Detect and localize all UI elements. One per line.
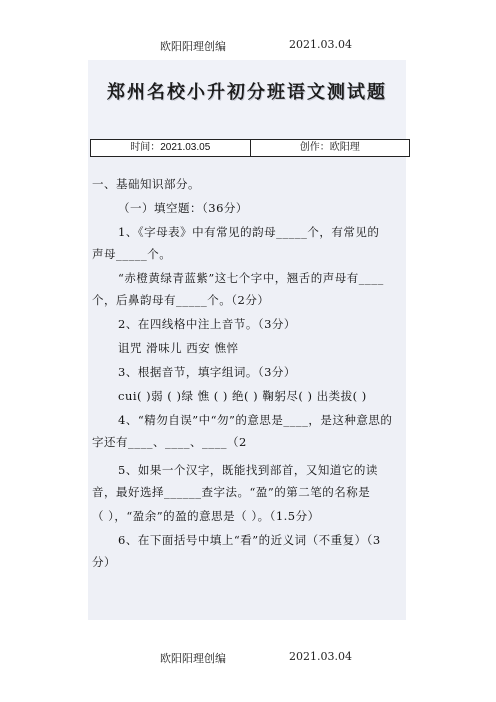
question-line: 2、在四线格中注上音节。（3分） — [118, 317, 296, 331]
question-line: （ ），“盈余”的盈的意思是（ ）。（1.5分） — [92, 509, 320, 523]
question-line: 音，最好选择______查字法。“盈”的第二笔的名称是 — [92, 485, 371, 499]
question-line: 声母_____个。 — [92, 247, 172, 261]
question-line: 个，后鼻韵母有_____个。（2分） — [92, 293, 270, 307]
question-line: 5、如果一个汉字，既能找到部首，又知道它的读 — [118, 463, 378, 477]
question-line: 4、“精勿自误”中“勿”的意思是____，是这种意思的 — [118, 413, 393, 427]
question-line: 3、根据音节，填字组词。（3分） — [118, 365, 296, 379]
footer-date: 2021.03.04 — [289, 650, 352, 663]
question-line: cui( )弱 ( )绿 憔 ( ) 绝( ) 鞠躬尽( ) 出类拔( ) — [118, 389, 367, 403]
question-line: 诅咒 滑味儿 西安 憔悴 — [118, 341, 239, 355]
info-creator: 创作：欧阳理 — [250, 140, 410, 156]
footer-author: 欧阳阳理创编 — [160, 652, 226, 665]
header-author: 欧阳阳理创编 — [160, 40, 226, 53]
page-title: 郑州名校小升初分班语文测试题 — [107, 82, 387, 103]
question-line: “赤橙黄绿青蓝紫”这七个字中，翘舌的声母有____ — [118, 271, 384, 285]
question-line: 1、《字母表》中有常见的韵母_____个，有常见的 — [118, 225, 380, 239]
subsection-heading: （一）填空题：（36分） — [118, 201, 248, 215]
question-line: 字还有____、____、____（2 — [92, 435, 247, 449]
info-table — [90, 139, 410, 157]
info-time: 时间：2021.03.05 — [130, 142, 211, 153]
section-heading: 一、基础知识部分。 — [92, 177, 200, 191]
question-line: 6、在下面括号中填上“看”的近义词（不重复）（3 — [118, 533, 381, 547]
header-date: 2021.03.04 — [289, 38, 352, 51]
question-line: 分） — [92, 555, 116, 569]
